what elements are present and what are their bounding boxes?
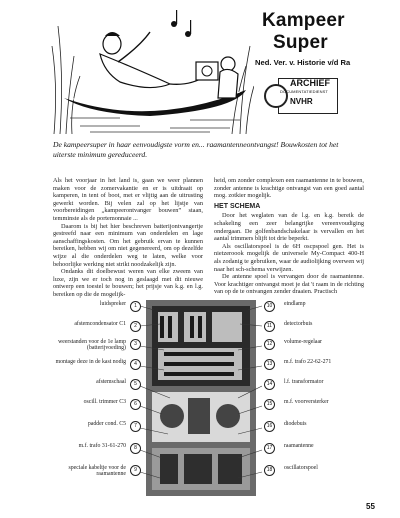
- radio-chassis-diagram: [52, 294, 352, 500]
- section-heading: HET SCHEMA: [214, 202, 261, 210]
- diagram-label-left: afstemcondensator C1: [74, 321, 126, 327]
- diagram-number-right: 14: [264, 379, 275, 390]
- archive-stamp: [260, 76, 340, 116]
- diagram-label-left: speciale kabeltje voor de raamantenne: [68, 465, 126, 478]
- diagram-number-left: 6: [130, 399, 141, 410]
- paragraph: Door het weglaten van de l.g. en k.g. bereik de schakeling een zeer belangrijke vereenvoudiging ondergaan. De golfenbandschakelaar is vervallen en het aantal trimmers blijft tot drie beperkt.: [214, 212, 364, 243]
- diagram-label-left: montage deze in de kast nodig: [55, 359, 126, 365]
- title-line-1: Kampeer: [262, 10, 345, 31]
- diagram-label-right: m.f. voorversterker: [284, 399, 329, 405]
- stamp-circle-icon: [264, 84, 288, 108]
- diagram-number-right: 12: [264, 339, 275, 350]
- diagram-number-right: 18: [264, 465, 275, 476]
- diagram-number-right: 13: [264, 359, 275, 370]
- diagram-number-right: 11: [264, 321, 275, 332]
- paragraph: Als oscillatorspoel is de 6H oscpspoel gen. Het is nietzeroook mogelijk de universele My-Compact 400-H als zodanig te gebruiken, waar de audiolijking overwen wij naar het sch-schema verwijzen.: [214, 242, 364, 273]
- diagram-label-right: detectorbuis: [284, 321, 313, 327]
- diagram-number-right: 15: [264, 399, 275, 410]
- diagram-number-left: 9: [130, 465, 141, 476]
- diagram-label-right: volume-regelaar: [284, 339, 322, 345]
- paragraph: De antenne spoel is vervangen door de raamantenne. Voor krachtiger ontvangst moet je dat 't raam in de richting van op de te ontvangen zender draaien. Practisch: [214, 273, 364, 296]
- diagram-number-right: 17: [264, 443, 275, 454]
- diagram-label-right: oscillatorspoel: [284, 465, 318, 471]
- diagram-label-right: diodebuis: [284, 421, 307, 427]
- paragraph: Daarom is bij het hier beschreven batterijontvangertje gestreefd naar een minimum van onderdelen en lage aanschaffingskosten. Om het gebruik ervan te kunnen bereiken, hebben wij om niet gegenereerd, om op dezelfde wijze al die onderdelen weg te laten, welke voor behoorlijke werking niet strikt noodzakelijk zijn.: [53, 222, 203, 268]
- stamp-line-1: ARCHIEF: [290, 78, 330, 88]
- diagram-label-left: padder cond. C5: [87, 421, 126, 427]
- paragraph: heid, om zonder complexen een raamantenne in te bouwen, zonder antenne is krachtige ontvangst van een goed aantal mog. zotkier mogelijk.: [214, 177, 364, 200]
- diagram-label-left: m.f. trafo 31-61-270: [78, 443, 126, 449]
- diagram-label-left: weerstanden voor de 1e lamp (batterijvoeding): [58, 339, 126, 352]
- diagram-number-left: 2: [130, 321, 141, 332]
- source-line: Ned. Ver. v. Historie v/d Ra: [255, 58, 351, 67]
- diagram-number-left: 4: [130, 359, 141, 370]
- diagram-label-left: luidspreker: [99, 301, 126, 307]
- diagram-label-right: m.f. trafo 22-62-271: [284, 359, 332, 365]
- stamp-line-3: NVHR: [290, 97, 313, 106]
- right-text-column: [214, 177, 364, 296]
- diagram-number-right: 10: [264, 301, 275, 312]
- diagram-label-right: raamantenne: [284, 443, 314, 449]
- stamp-line-2: DOCUMENTATIEDIENST: [280, 89, 328, 94]
- title-line-2: Super: [273, 32, 328, 53]
- diagram-number-left: 5: [130, 379, 141, 390]
- diagram-label-left: oscill. trimmer C3: [83, 399, 126, 405]
- paragraph: Als het voorjaar in het land is, gaan we weer plannen maken voor de zomervakantie en er is uitdraait op kamperen, in tent of boot, met er vlijtig aan de uitrusting gewerkt worden. Bij velen zal op het lijstje van voorbereidingen „kampeerontvanger bouwen” staan, temminste als de portemonnaie ...: [53, 177, 203, 222]
- diagram-number-left: 7: [130, 421, 141, 432]
- paragraph: Ondanks dit doelbewust weren van elke zweem van luxe, zijn we er toch nog in geslaagd met dit nieuwe ontwerp een toestel te bouwen; het prijsje van k.g. en l.g. bereiken op die de mogelijk-: [53, 268, 203, 298]
- diagram-number-left: 1: [130, 301, 141, 312]
- diagram-label-right: eindlamp: [284, 301, 306, 307]
- diagram-label-left: afstemschaal: [96, 379, 126, 385]
- canoe-illustration: [50, 6, 254, 134]
- illustration-caption: De kampeersuper in haar eenvoudigste vorm en... raamantenneontvangst! Bouwkosten tot het uiterste minimum gereduceerd.: [53, 140, 339, 159]
- diagram-label-right: l.f. transformator: [284, 379, 324, 385]
- diagram-number-right: 16: [264, 421, 275, 432]
- page-number: 55: [366, 502, 375, 511]
- left-text-column: [53, 177, 203, 299]
- diagram-number-left: 3: [130, 339, 141, 350]
- diagram-number-left: 8: [130, 443, 141, 454]
- article-title: [262, 10, 345, 54]
